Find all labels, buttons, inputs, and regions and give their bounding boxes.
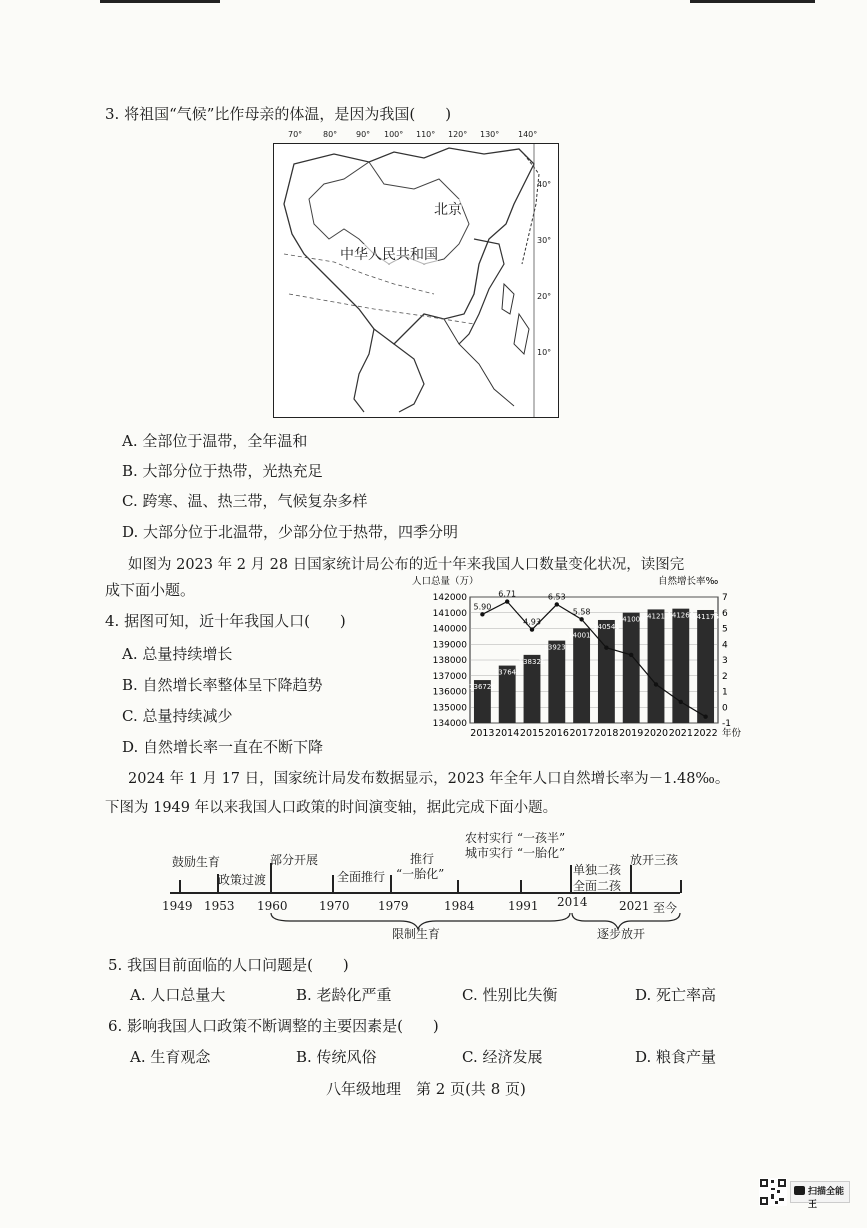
chart-right-tick-label: 2 bbox=[722, 671, 728, 682]
chart-point-growth-rate bbox=[604, 646, 608, 650]
chart-point-growth-rate bbox=[679, 700, 683, 704]
chart-right-axis-title: 自然增长率‰ bbox=[658, 576, 719, 587]
chart-x-tick-label: 2021 bbox=[668, 728, 693, 739]
chart-bar-label: 141175 bbox=[692, 612, 719, 621]
chart-bar-label: 136726 bbox=[469, 683, 496, 692]
chart-point-growth-rate bbox=[703, 715, 707, 719]
lat-label: 30° bbox=[537, 236, 552, 245]
chart-left-tick-label: 137000 bbox=[432, 671, 467, 682]
timeline-tick bbox=[332, 875, 334, 893]
chart-point-growth-rate bbox=[480, 612, 484, 616]
q5-option-b: B. 老龄化严重 bbox=[296, 986, 392, 1004]
chart-x-tick-label: 2015 bbox=[519, 728, 545, 739]
chart-bar-population bbox=[648, 609, 665, 723]
question-4-stem: 4. 据图可知，近十年我国人口( ) bbox=[105, 612, 346, 630]
intro-4-line2: 成下面小题。 bbox=[105, 581, 196, 599]
chart-left-tick-label: 135000 bbox=[432, 703, 467, 714]
chart-right-tick-label: 6 bbox=[722, 608, 728, 619]
chart-bar-population bbox=[548, 641, 565, 723]
timeline-bracket-restrict: 限制生育 bbox=[392, 927, 441, 941]
top-edge-right bbox=[690, 0, 815, 3]
q4-option-b: B. 自然增长率整体呈下降趋势 bbox=[122, 676, 323, 694]
chart-bar-label: 141212 bbox=[642, 612, 670, 621]
q4-option-d: D. 自然增长率一直在不断下降 bbox=[122, 738, 324, 756]
top-edge-left bbox=[100, 0, 220, 3]
timeline-year: 2014 bbox=[557, 895, 588, 909]
chart-bar-label: 138326 bbox=[518, 657, 546, 666]
timeline-tick bbox=[457, 880, 459, 893]
chart-left-tick-label: 142000 bbox=[432, 593, 467, 603]
page-footer: 八年级地理 第 2 页(共 8 页) bbox=[326, 1080, 526, 1098]
timeline-tick bbox=[520, 880, 522, 893]
q3-option-d: D. 大部分位于北温带，少部分位于热带，四季分明 bbox=[122, 523, 459, 541]
chart-left-tick-label: 136000 bbox=[432, 687, 467, 698]
chart-left-tick-label: 138000 bbox=[432, 656, 467, 666]
q5-option-a: A. 人口总量大 bbox=[130, 986, 226, 1004]
lat-label: 40° bbox=[537, 180, 552, 189]
qr-code-icon bbox=[759, 1178, 787, 1206]
q3-option-b: B. 大部分位于热带，光热充足 bbox=[122, 462, 323, 480]
question-6-stem: 6. 影响我国人口政策不断调整的主要因素是( ) bbox=[108, 1017, 439, 1035]
chart-left-axis-title: 人口总量（万） bbox=[412, 576, 479, 587]
chart-right-tick-label: 5 bbox=[722, 624, 728, 635]
chart-point-growth-rate bbox=[654, 682, 658, 686]
q3-option-a: A. 全部位于温带，全年温和 bbox=[122, 432, 308, 450]
timeline-year: 1984 bbox=[444, 899, 475, 913]
q3-option-c: C. 跨寒、温、热三带，气候复杂多样 bbox=[122, 492, 368, 510]
chart-point-label: 5.90 bbox=[473, 602, 492, 612]
chart-bar-label: 137646 bbox=[493, 668, 521, 677]
chart-x-tick-label: 2016 bbox=[544, 728, 569, 739]
timeline-year: 1953 bbox=[204, 899, 235, 913]
timeline-year: 至今 bbox=[653, 901, 678, 915]
q5-option-d: D. 死亡率高 bbox=[635, 986, 717, 1004]
q6-option-a: A. 生育观念 bbox=[130, 1048, 211, 1066]
q6-option-d: D. 粮食产量 bbox=[635, 1048, 717, 1066]
chart-point-growth-rate bbox=[555, 602, 559, 606]
timeline-tick bbox=[179, 880, 181, 893]
lon-label: 130° bbox=[480, 130, 500, 139]
chart-x-tick-label: 2014 bbox=[495, 728, 520, 739]
lon-label: 140° bbox=[518, 130, 538, 139]
lon-label: 100° bbox=[384, 130, 404, 139]
scanner-logo-icon bbox=[794, 1186, 805, 1195]
timeline-label-partial: 部分开展 bbox=[270, 853, 319, 867]
timeline-bracket-release: 逐步放开 bbox=[597, 927, 646, 941]
timeline-label-encourage: 鼓励生育 bbox=[172, 855, 221, 869]
lon-label: 70° bbox=[288, 130, 303, 139]
map-svg bbox=[274, 144, 558, 417]
timeline-label-rural: 农村实行 “一孩半” bbox=[465, 831, 566, 845]
chart-point-label: 6.53 bbox=[547, 592, 566, 602]
map-label-beijing: 北京 bbox=[434, 199, 462, 219]
timeline-year: 2021 bbox=[619, 899, 650, 913]
timeline-label-full-promote: 全面推行 bbox=[337, 870, 386, 884]
chart-x-unit: 年份 bbox=[722, 728, 742, 739]
chart-bar-label: 140541 bbox=[593, 622, 620, 631]
chart-point-growth-rate bbox=[505, 599, 509, 603]
timeline-label-urban: 城市实行 “一胎化” bbox=[465, 846, 566, 860]
timeline-label-one-child: “一胎化” bbox=[396, 867, 445, 881]
timeline-year: 1991 bbox=[508, 899, 539, 913]
chart-right-tick-label: -1 bbox=[722, 719, 731, 729]
china-climate-map bbox=[273, 130, 559, 418]
q6-option-c: C. 经济发展 bbox=[462, 1048, 543, 1066]
timeline-label-three-child: 放开三孩 bbox=[630, 853, 679, 867]
chart-bar-population bbox=[697, 610, 714, 723]
chart-right-tick-label: 3 bbox=[722, 656, 728, 666]
chart-right-tick-label: 4 bbox=[722, 640, 728, 651]
chart-point-label: 4.93 bbox=[523, 617, 541, 627]
timeline-label-single-second: 单独二孩 bbox=[573, 863, 622, 877]
map-label-country: 中华人民共和国 bbox=[340, 244, 438, 264]
policy-timeline bbox=[160, 825, 700, 943]
question-3-stem: 3. 将祖国“气候”比作母亲的体温，是因为我国( ) bbox=[105, 105, 452, 123]
chart-bar-label: 139232 bbox=[543, 643, 571, 652]
q6-option-b: B. 传统风俗 bbox=[296, 1048, 377, 1066]
chart-point-label: 6.71 bbox=[498, 589, 517, 599]
scanner-badge bbox=[790, 1181, 850, 1210]
q4-option-a: A. 总量持续增长 bbox=[122, 645, 233, 663]
q5-option-c: C. 性别比失衡 bbox=[462, 986, 558, 1004]
lat-label: 10° bbox=[537, 348, 552, 357]
timeline-label-transition: 政策过渡 bbox=[218, 873, 267, 887]
chart-bar-label: 140011 bbox=[568, 631, 595, 640]
question-5-stem: 5. 我国目前面临的人口问题是( ) bbox=[108, 956, 349, 974]
timeline-year: 1960 bbox=[257, 899, 288, 913]
intro-5-line2: 下图为 1949 年以来我国人口政策的时间演变轴，据此完成下面小题。 bbox=[105, 800, 558, 816]
timeline-tick bbox=[390, 875, 392, 893]
chart-left-tick-label: 134000 bbox=[432, 719, 467, 729]
chart-x-tick-label: 2018 bbox=[594, 728, 619, 739]
chart-bar-population bbox=[598, 620, 615, 723]
chart-left-tick-label: 140000 bbox=[432, 624, 467, 635]
chart-x-tick-label: 2020 bbox=[643, 728, 669, 739]
lon-label: 90° bbox=[356, 130, 371, 139]
timeline-tick bbox=[570, 865, 572, 893]
intro-5-line1: 2024 年 1 月 17 日，国家统计局发布数据显示，2023 年全年人口自然增长率为－1.48‰。 bbox=[128, 771, 730, 787]
chart-bar-label: 141008 bbox=[617, 615, 645, 624]
chart-bar-population bbox=[623, 613, 640, 723]
chart-left-tick-label: 139000 bbox=[432, 640, 467, 651]
scanner-label: 扫描全能王 bbox=[808, 1187, 845, 1210]
chart-point-growth-rate bbox=[530, 627, 534, 631]
chart-x-tick-label: 2017 bbox=[569, 728, 594, 739]
lon-label: 80° bbox=[323, 130, 338, 139]
population-chart-svg bbox=[412, 573, 772, 745]
timeline-label-promote: 推行 bbox=[410, 852, 435, 866]
chart-bar-label: 141260 bbox=[667, 611, 695, 620]
chart-point-growth-rate bbox=[579, 617, 583, 621]
lon-label: 110° bbox=[416, 130, 436, 139]
chart-bar-population bbox=[573, 628, 590, 723]
chart-right-tick-label: 7 bbox=[722, 593, 728, 603]
lat-label: 20° bbox=[537, 292, 552, 301]
lon-label: 120° bbox=[448, 130, 468, 139]
timeline-year: 1970 bbox=[319, 899, 350, 913]
chart-right-tick-label: 0 bbox=[722, 703, 728, 714]
chart-x-tick-label: 2013 bbox=[470, 728, 495, 739]
chart-left-tick-label: 141000 bbox=[432, 608, 467, 619]
chart-right-tick-label: 1 bbox=[722, 687, 728, 698]
intro-4-line1: 如图为 2023 年 2 月 28 日国家统计局公布的近十年来我国人口数量变化状况，读图完 bbox=[128, 557, 685, 573]
timeline-year: 1949 bbox=[162, 899, 193, 913]
q4-option-c: C. 总量持续减少 bbox=[122, 707, 233, 725]
timeline-tick bbox=[630, 865, 632, 893]
timeline-year: 1979 bbox=[378, 899, 409, 913]
timeline-tick bbox=[680, 880, 682, 893]
chart-point-growth-rate bbox=[629, 653, 633, 657]
chart-x-tick-label: 2022 bbox=[693, 728, 718, 739]
chart-point-label: 5.58 bbox=[572, 607, 591, 617]
population-chart bbox=[412, 573, 772, 745]
chart-x-tick-label: 2019 bbox=[619, 728, 644, 739]
timeline-label-full-second: 全面二孩 bbox=[573, 879, 622, 893]
